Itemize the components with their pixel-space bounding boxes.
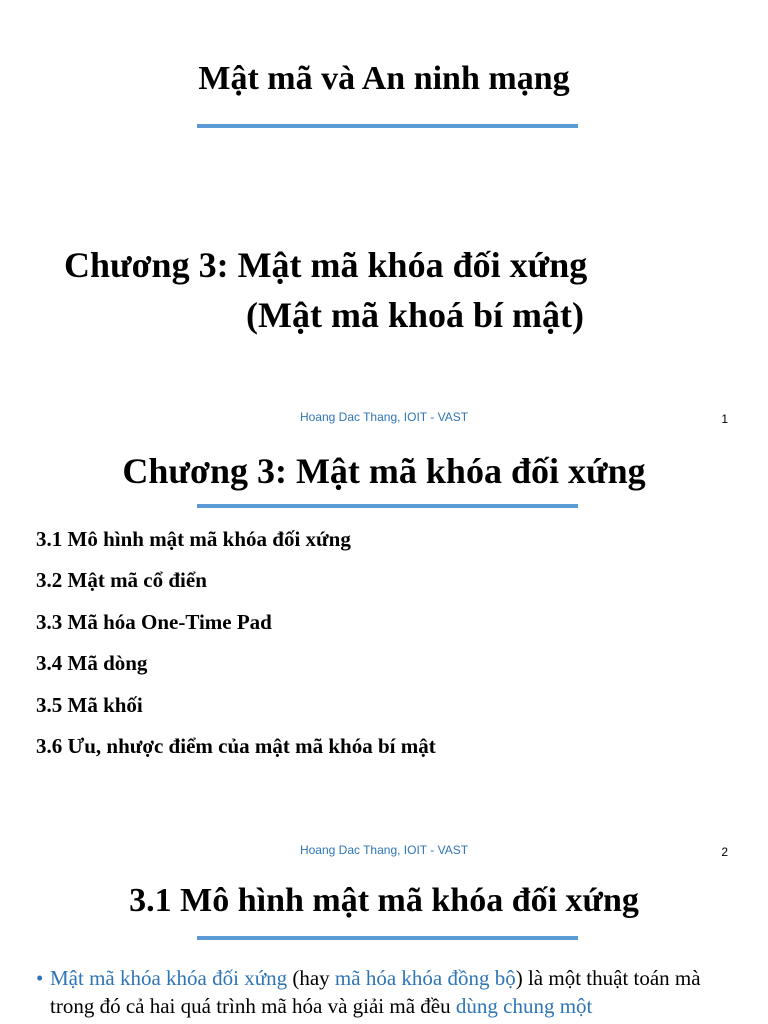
slide-2-page-number: 2 xyxy=(721,845,728,859)
toc-item: 3.6 Ưu, nhược điểm của mật mã khóa bí mật xyxy=(36,734,436,758)
slide-1-title: Mật mã và An ninh mạng xyxy=(198,60,570,97)
toc-item: 3.3 Mã hóa One-Time Pad xyxy=(36,610,272,634)
slide-2 xyxy=(0,432,768,864)
bullet-text-run: ) là một thuật toán mà trong đó cả hai quá trình mã hóa và giải mã đều xyxy=(50,966,701,1018)
slide-1-title-underline xyxy=(197,124,578,128)
slide-2-footer: Hoang Dac Thang, IOIT - VAST xyxy=(299,843,469,857)
slide-2-title: Chương 3: Mật mã khóa đối xứng xyxy=(122,451,646,491)
toc-item: 3.1 Mô hình mật mã khóa đối xứng xyxy=(36,527,351,551)
slide-3-title: 3.1 Mô hình mật mã khóa đối xứng xyxy=(129,882,639,919)
slide-3-bullet xyxy=(36,964,736,1020)
bullet-text-run: (hay xyxy=(287,966,335,990)
toc-item: 3.4 Mã dòng xyxy=(36,651,148,675)
slide-2-title-underline xyxy=(197,504,578,508)
bullet-paragraph xyxy=(50,964,736,1020)
slide-1 xyxy=(0,0,768,432)
slide-3-title-underline xyxy=(197,936,578,940)
slide-1-page-number: 1 xyxy=(721,412,728,426)
toc-item: 3.5 Mã khối xyxy=(36,693,143,717)
term-symmetric-key: Mật mã khóa khóa đối xứng xyxy=(50,966,288,990)
term-shared-key: dùng chung một xyxy=(455,994,593,1018)
slide-1-chapter-line-1: Chương 3: Mật mã khóa đối xứng xyxy=(64,245,588,285)
term-synchronous-key: mã hóa khóa đồng bộ xyxy=(334,966,516,990)
slide-1-footer: Hoang Dac Thang, IOIT - VAST xyxy=(299,410,469,424)
toc-item: 3.2 Mật mã cổ điển xyxy=(36,568,207,592)
slide-1-chapter-line-2: (Mật mã khoá bí mật) xyxy=(246,295,584,335)
bullet-icon: • xyxy=(36,966,44,990)
